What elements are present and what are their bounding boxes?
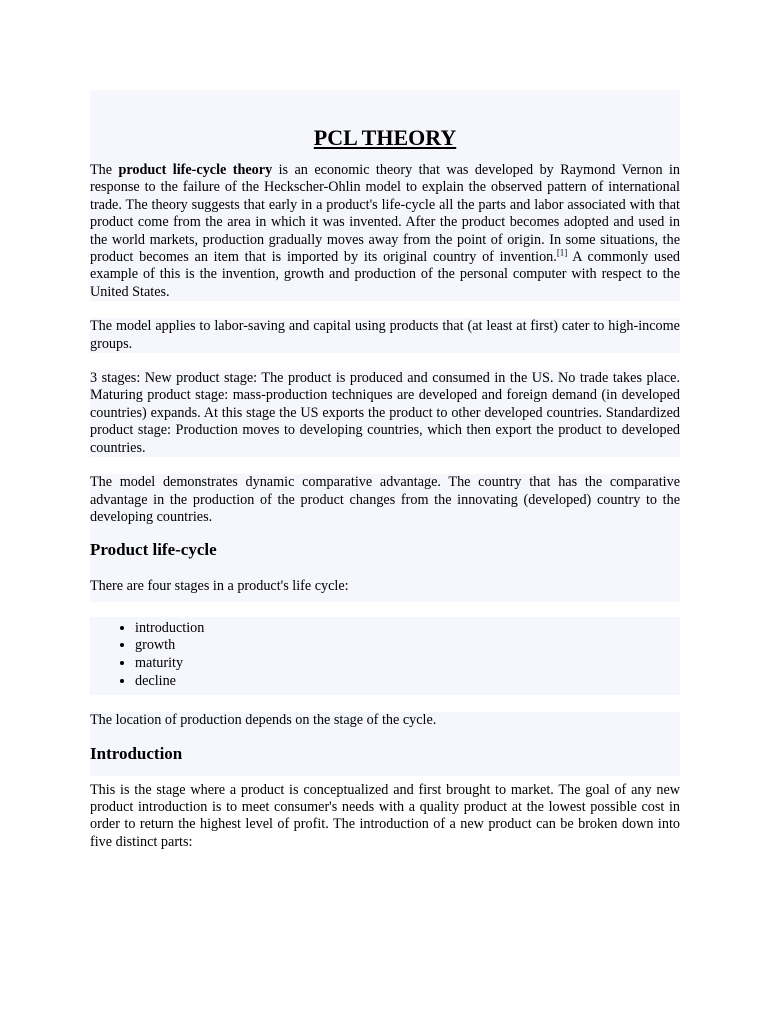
paragraph-dynamic-advantage: The model demonstrates dynamic comparative advantage. The country that has the comparative advantage in the production of the product changes from the innovating (developed) country to the developing countries. [90, 474, 680, 525]
title-block [90, 90, 680, 162]
spacer [90, 695, 680, 712]
paragraph-intro [90, 162, 680, 301]
stages-list [90, 620, 680, 690]
paragraph-dynamic-block [90, 474, 680, 526]
list-item: • introduction [135, 620, 680, 638]
stages-list-block [90, 617, 680, 695]
paragraph-intro-lead: The [90, 162, 119, 178]
paragraph-intro-tail: A commonly used example of this is the invention, growth and production of the personal computer with respect to the United States. [90, 249, 680, 300]
spacer [90, 764, 680, 776]
term-product-life-cycle-theory: product life-cycle theory [118, 162, 273, 178]
paragraph-introduction-stage: This is the stage where a product is conceptualized and first brought to market. The goal of any new product introduction is to meet consumer's needs with a quality product at the lowest possible cost in order to return the highest level of profit. The introduction of a new product can be broken down into five distinct parts: [90, 781, 680, 850]
paragraph-intro-body: is an economic theory that was developed by Raymond Vernon in response to the failure of the Heckscher-Ohlin model to explain the observed pattern of international trade. The theory suggests that early in a product's life-cycle all the parts and labor associated with that product come from the area in which it was invented. After the product becomes adopted and used in the world markets, production gradually moves away from the point of origin. In some situations, the product becomes an item that is imported by its original country of invention. [90, 162, 681, 266]
paragraph-location: The location of production depends on the stage of the cycle. [90, 712, 437, 729]
spacer [90, 602, 680, 617]
section-heading-introduction: Introduction [90, 743, 183, 763]
list-item: • growth [135, 637, 680, 655]
footnote-reference[interactable]: [1] [556, 247, 568, 258]
paragraph-four-stages-block [90, 578, 680, 601]
intro-heading-block [90, 744, 680, 764]
intro-paragraph-block [90, 162, 680, 301]
spacer [90, 730, 680, 744]
spacer [90, 457, 680, 474]
list-item: • maturity [135, 655, 680, 673]
section-heading-block [90, 540, 680, 560]
document-content [90, 90, 680, 851]
paragraph-four-stages: There are four stages in a product's life cycle: [90, 578, 349, 595]
paragraph-model-block [90, 318, 680, 353]
list-item: • decline [135, 673, 680, 691]
section-heading-product-life-cycle: Product life-cycle [90, 540, 217, 560]
paragraph-location-block [90, 712, 680, 729]
spacer [90, 353, 680, 370]
paragraph-model-applies: The model applies to labor-saving and capital using products that (at least at first) cater to high-income groups. [90, 318, 680, 352]
paragraph-stages-block [90, 370, 680, 457]
document-title: PCL THEORY [313, 125, 457, 150]
spacer [90, 301, 680, 318]
paragraph-introduction-block [90, 776, 680, 852]
paragraph-three-stages: 3 stages: New product stage: The product is produced and consumed in the US. No trade takes place. Maturing product stage: mass-production techniques are developed and foreign demand (in developed countries) expands. At this stage the US exports the product to other developed countries. Standardized product stage: Production moves to developing countries, which then export the product to developed countries. [90, 370, 680, 456]
spacer [90, 560, 680, 578]
spacer [90, 526, 680, 540]
